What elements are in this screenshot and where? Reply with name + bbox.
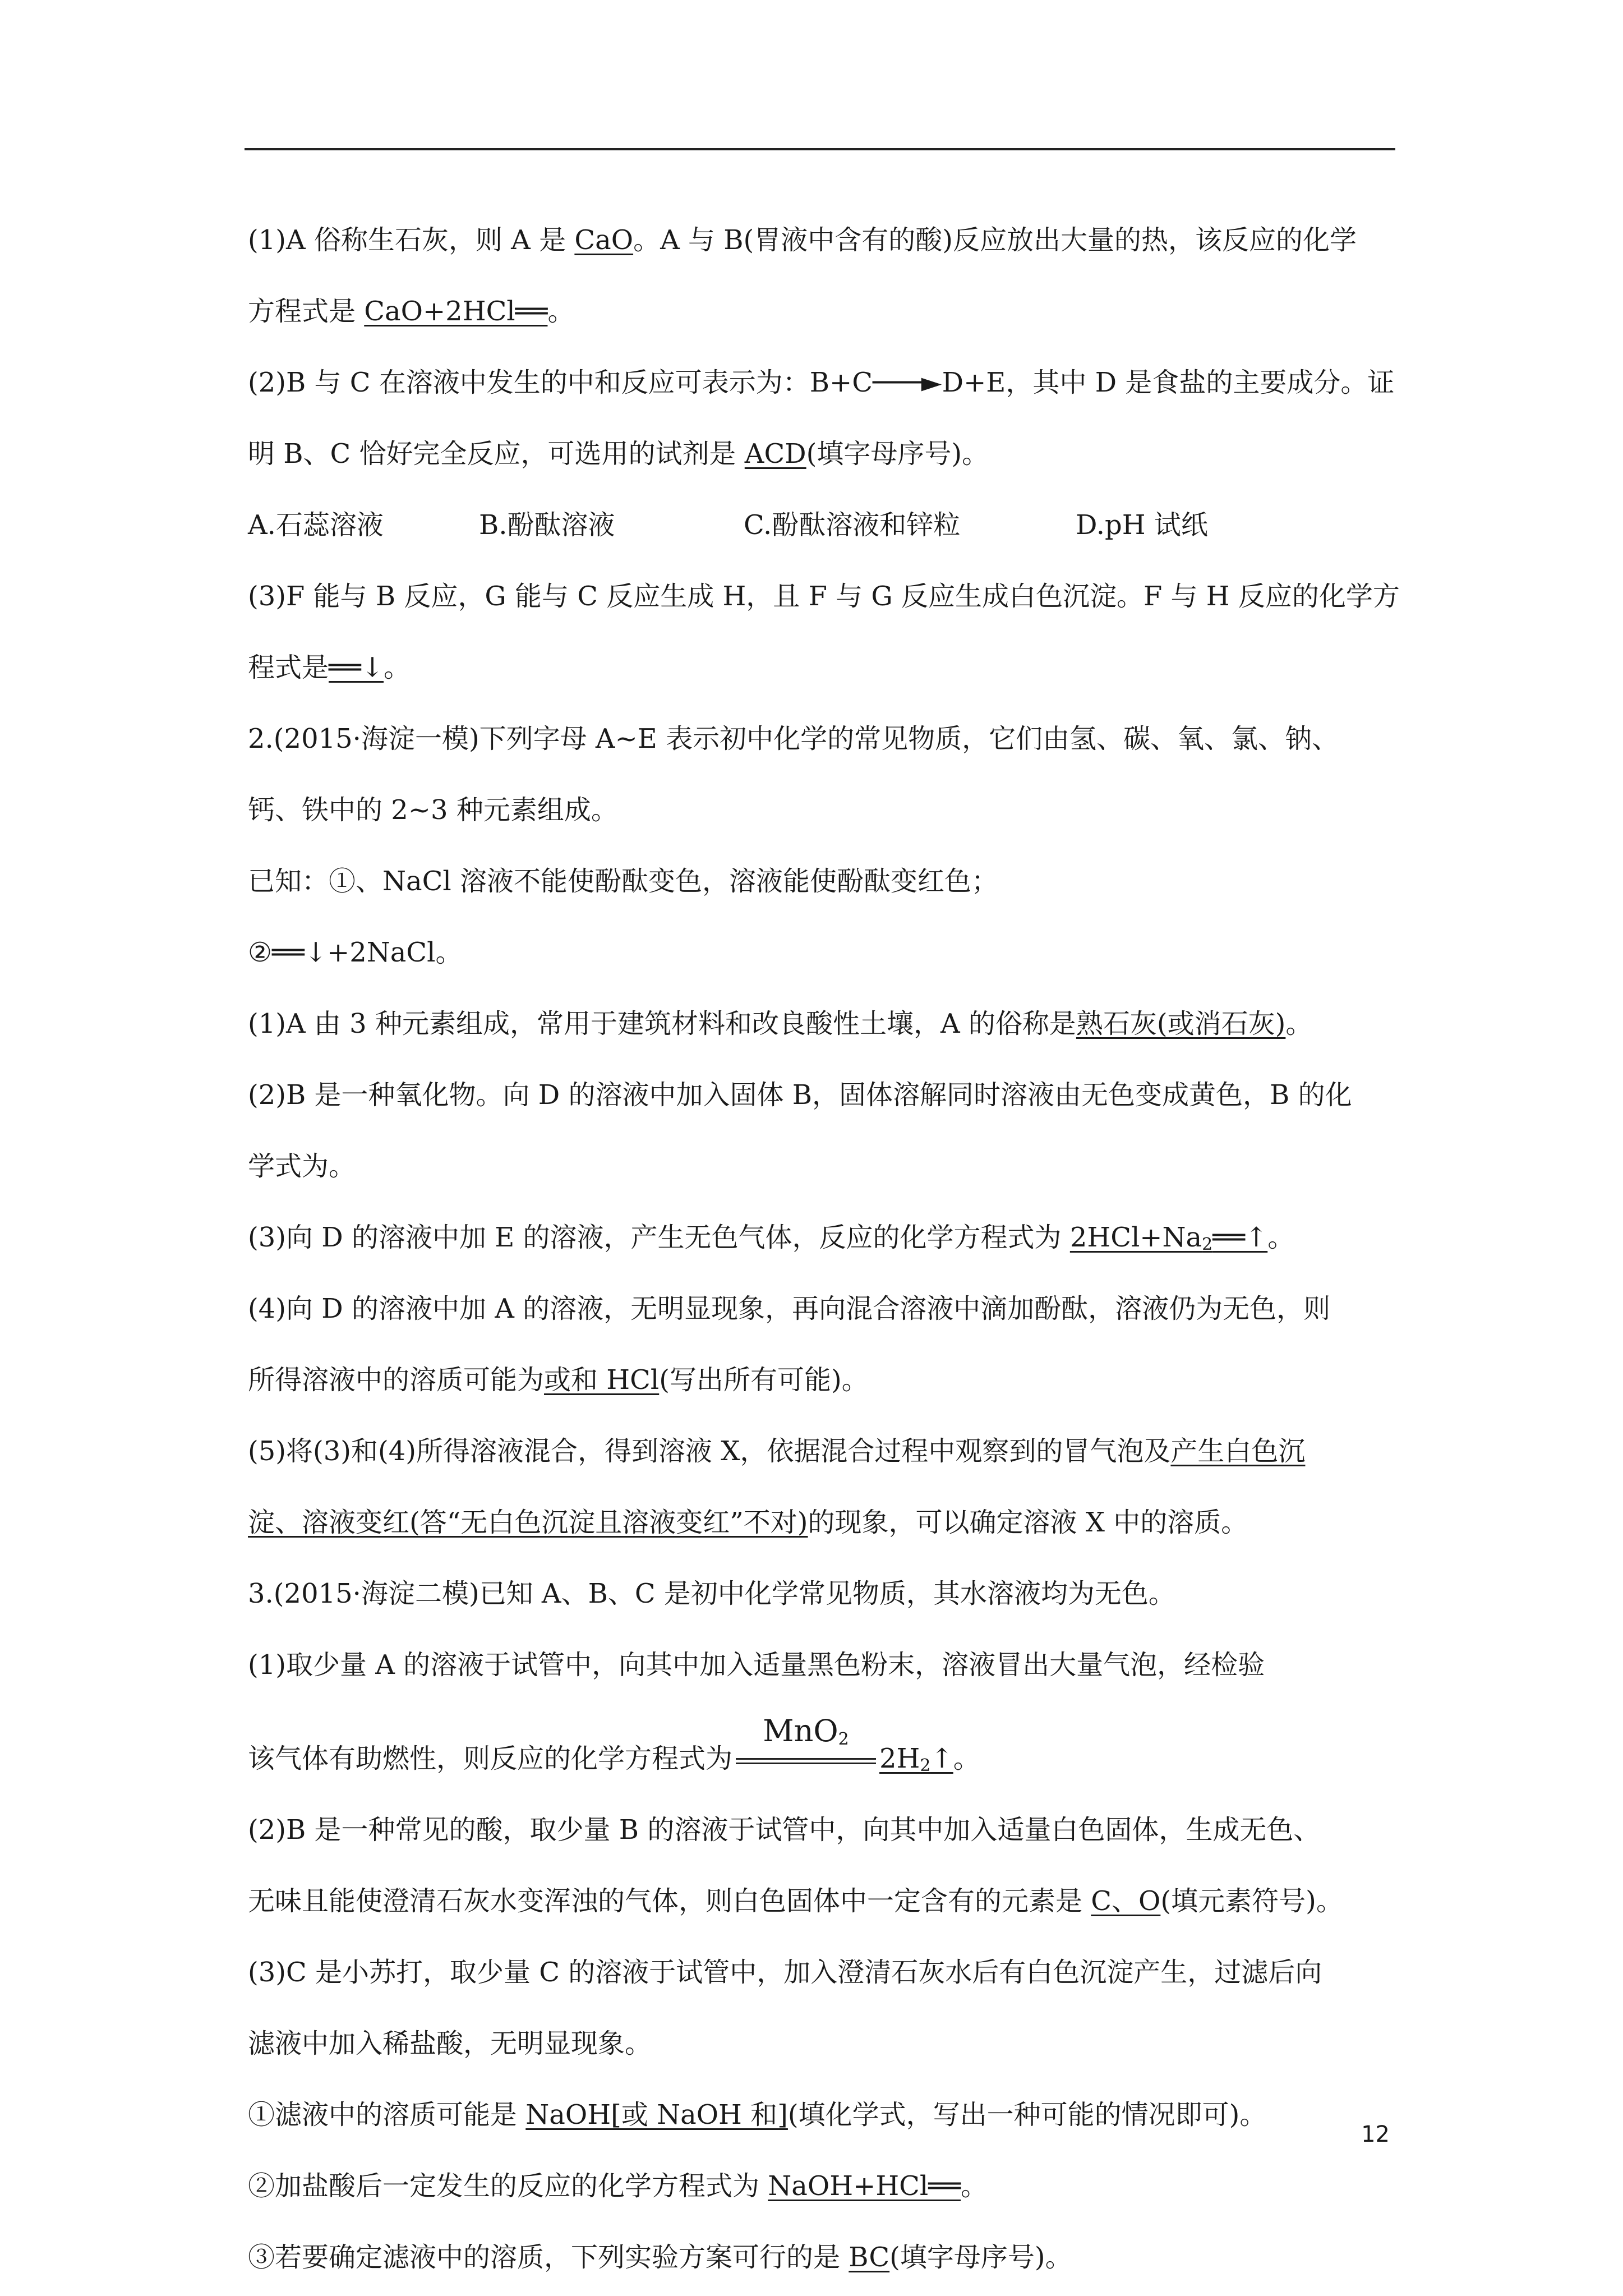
text: (写出所有可能)。 [659,1364,869,1396]
answer-underlined [879,1743,953,1774]
answer-underlined: ══↓ [329,652,384,683]
line-q3s2 [248,2151,1403,2222]
header-rule [245,148,1395,150]
page-number: 12 [1361,2122,1390,2147]
answer-underlined: NaOH[或 NaOH 和] [525,2099,788,2131]
line-q3s1 [248,2079,1403,2151]
line-q2p3 [248,1202,1403,1273]
text: (填化学式，写出一种可能的情况即可)。 [787,2099,1267,2131]
text: ①滤液中的溶质可能是 [248,2099,526,2131]
line-q3p3a: (3)C 是小苏打，取少量 C 的溶液于试管中，加入澄清石灰水后有白色沉淀产生，过滤后向 [248,1957,1322,1988]
text: ↑ [930,1743,953,1774]
answer-underlined: 淀、溶液变红(答“无白色沉淀且溶液变红”不对) [248,1507,808,1538]
line-q2b: 钙、铁中的 2~3 种元素组成。 [248,794,618,826]
text: 所得溶液中的溶质可能为 [248,1364,545,1396]
text: 明 B、C 恰好完全反应，可选用的试剂是 [248,438,745,470]
answer-underlined: 熟石灰(或消石灰) [1076,1008,1286,1039]
equals-rule-bottom [736,1763,876,1764]
text: 程式是 [248,652,329,683]
text: 无味且能使澄清石灰水变浑浊的气体，则白色固体中一定含有的元素是 [248,1885,1091,1917]
text: (填字母序号)。 [806,438,989,470]
answer-underlined: BC [849,2242,890,2273]
text: 该气体有助燃性，则反应的化学方程式为 [248,1743,733,1774]
line-q2p5a [248,1416,1403,1487]
line-known1: 已知：①、NaCl 溶液不能使酚酞变色，溶液能使酚酞变红色； [248,866,998,897]
line-q2p1 [248,988,1403,1060]
line-q3p2b [248,1866,1403,1937]
text: 。 [547,296,575,327]
line-p1a [248,205,1403,276]
line-p3b [248,632,1403,703]
text: (5)将(3)和(4)所得溶液混合，得到溶液 X，依据混合过程中观察到的冒气泡及 [248,1435,1171,1467]
option-a: A.石蕊溶液 [248,509,384,541]
text: 。 [953,1743,980,1774]
subscript: 2 [1202,1235,1213,1254]
line-p1b [248,276,1403,347]
text: 。 [1285,1008,1313,1039]
text: ③若要确定滤液中的溶质，下列实验方案可行的是 [248,2242,849,2273]
line-q3a: 3.(2015·海淀二模)已知 A、B、C 是初中化学常见物质，其水溶液均为无色。 [248,1578,1175,1609]
options-row [248,490,1403,561]
line-known2: ②══↓+2NaCl。 [248,937,463,968]
answer-underlined: CaO+2HCl══ [364,296,548,327]
line-q3s3 [248,2222,1403,2293]
answer-underlined: 或和 HCl [544,1364,660,1396]
option-c: C.酚酞溶液和锌粒 [744,509,961,541]
text: 2HCl+Na [1069,1222,1202,1253]
text: (1)A 由 3 种元素组成，常用于建筑材料和改良酸性土壤，A 的俗称是 [248,1008,1076,1039]
line-q2a: 2.(2015·海淀一模)下列字母 A~E 表示初中化学的常见物质，它们由氢、碳、氧、氯、钠、 [248,723,1339,754]
option-b: B.酚酞溶液 [479,509,615,541]
answer-underlined: 产生白色沉 [1170,1435,1306,1467]
answer-underlined: CaO [574,224,634,256]
line-q3p2a: (2)B 是一种常见的酸，取少量 B 的溶液于试管中，向其中加入适量白色固体，生成无色、 [248,1814,1321,1846]
line-q2p5b [248,1487,1403,1558]
reaction-condition [736,1713,876,1768]
text: 的现象，可以确定溶液 X 中的溶质。 [808,1507,1248,1538]
option-d: D.pH 试纸 [1076,509,1208,541]
line-p2a: (2)B 与 C 在溶液中发生的中和反应可表示为：B+C───►D+E，其中 D 是食盐的主要成分。证 [248,367,1395,398]
text: (3)向 D 的溶液中加 E 的溶液，产生无色气体，反应的化学方程式为 [248,1222,1070,1253]
answer-underlined: NaOH+HCl══ [768,2170,961,2202]
answer-underlined: ACD [744,438,806,470]
text: MnO [763,1713,838,1749]
line-q2p2b: 学式为。 [248,1151,356,1182]
text: 。A 与 B(胃液中含有的酸)反应放出大量的热，该反应的化学 [633,224,1357,256]
text: ②加盐酸后一定发生的反应的化学方程式为 [248,2170,768,2202]
text: 2H [879,1743,920,1774]
line-p3a: (3)F 能与 B 反应，G 能与 C 反应生成 H，且 F 与 G 反应生成白色沉淀。F 与 H 反应的化学方 [248,581,1400,612]
line-q2p4b [248,1345,1403,1416]
line-q3p1a: (1)取少量 A 的溶液于试管中，向其中加入适量黑色粉末，溶液冒出大量气泡，经检验 [248,1649,1265,1681]
catalyst-label [736,1713,876,1749]
line-q2p2a: (2)B 是一种氧化物。向 D 的溶液中加入固体 B，固体溶解同时溶液由无色变成黄色，B 的化 [248,1079,1352,1111]
answer-underlined [1070,1222,1267,1253]
answer-underlined: C、O [1091,1885,1161,1917]
text: (填字母序号)。 [889,2242,1072,2273]
text: (填元素符号)。 [1160,1885,1343,1917]
line-p2b [248,418,1403,490]
line-q3p1b [248,1713,1403,1795]
text: 。 [384,652,411,683]
subscript: 2 [920,1756,931,1775]
document-body [248,205,1403,2293]
line-q2p4a: (4)向 D 的溶液中加 A 的溶液，无明显现象，再向混合溶液中滴加酚酞，溶液仍为无色，则 [248,1293,1331,1324]
text: 。 [1267,1222,1295,1253]
text: 。 [961,2170,988,2202]
text: 方程式是 [248,296,365,327]
equals-rule-top [736,1758,876,1760]
subscript: 2 [838,1729,849,1749]
line-q3p3b: 滤液中加入稀盐酸，无明显现象。 [248,2028,652,2059]
text: (1)A 俗称生石灰，则 A 是 [248,224,575,256]
text: ══↑ [1212,1222,1268,1253]
